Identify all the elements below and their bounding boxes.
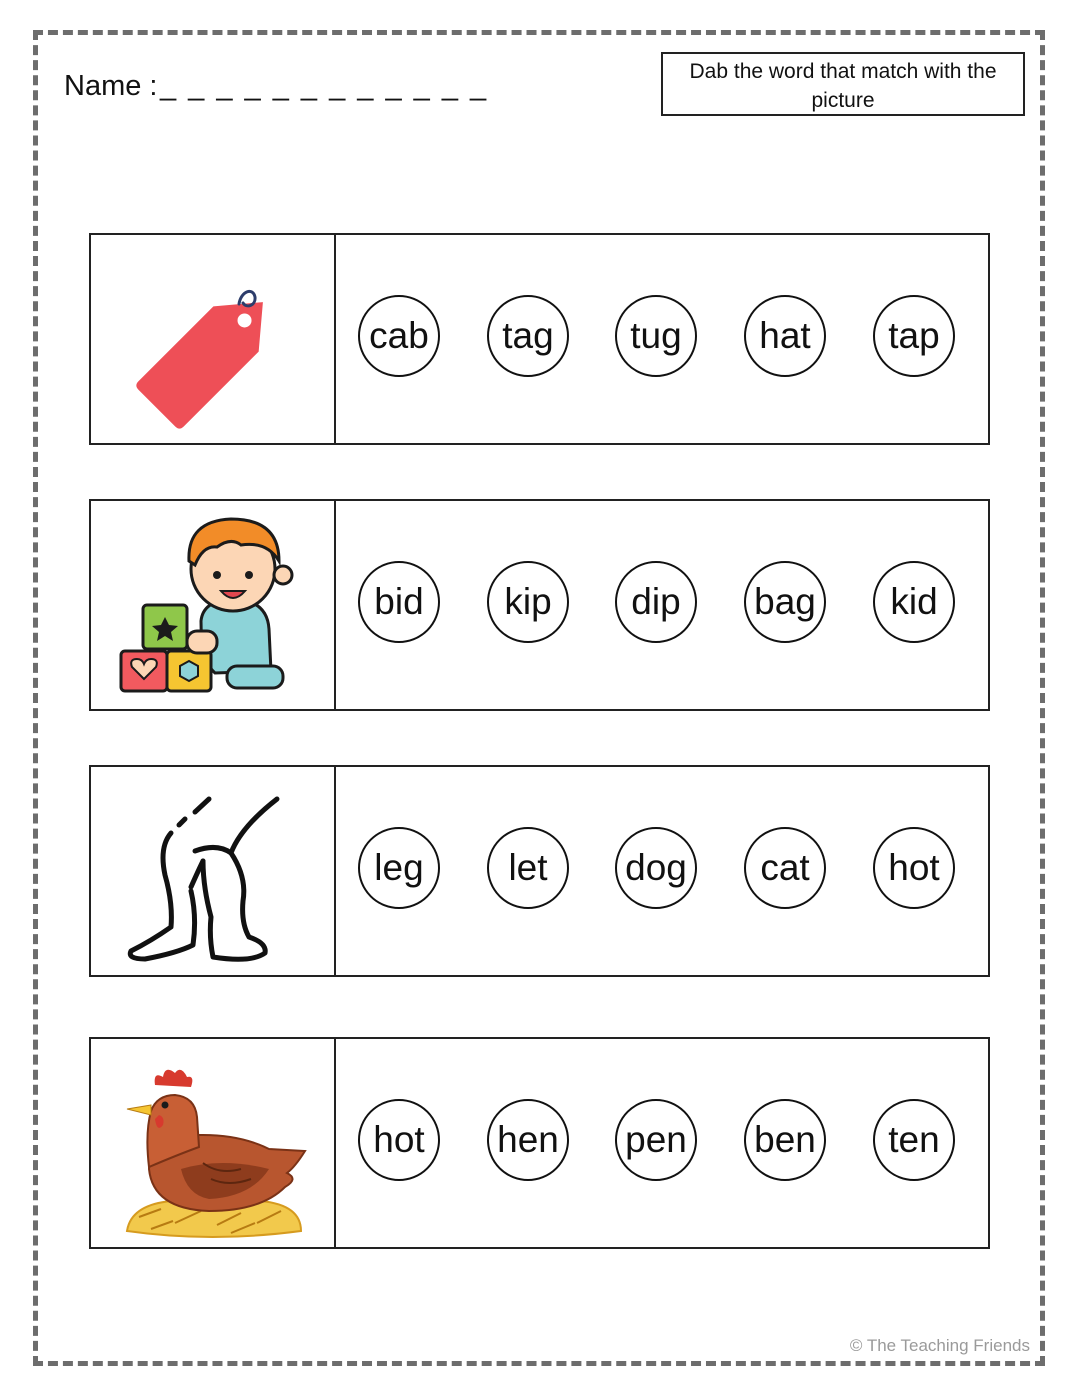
kid-icon bbox=[91, 501, 334, 709]
word-circle[interactable]: ten bbox=[873, 1099, 955, 1181]
word-circle[interactable]: hot bbox=[358, 1099, 440, 1181]
word-circle[interactable]: hot bbox=[873, 827, 955, 909]
word-circle[interactable]: dog bbox=[615, 827, 697, 909]
word-row-3 bbox=[89, 765, 990, 977]
name-blank-line[interactable]: _ _ _ _ _ _ _ _ _ _ _ _ bbox=[160, 70, 489, 102]
word-circle[interactable]: pen bbox=[615, 1099, 697, 1181]
word-circle[interactable]: hen bbox=[487, 1099, 569, 1181]
word-circle[interactable]: bid bbox=[358, 561, 440, 643]
leg-icon bbox=[91, 767, 334, 975]
word-row-1 bbox=[89, 233, 990, 445]
word-choices bbox=[336, 235, 988, 443]
word-circle[interactable]: hat bbox=[744, 295, 826, 377]
hen-icon bbox=[91, 1039, 334, 1247]
word-row-4 bbox=[89, 1037, 990, 1249]
word-choices bbox=[336, 767, 988, 975]
word-choices bbox=[336, 501, 988, 709]
word-row-2 bbox=[89, 499, 990, 711]
word-choices bbox=[336, 1039, 988, 1247]
word-circle[interactable]: dip bbox=[615, 561, 697, 643]
picture-cell bbox=[91, 501, 336, 709]
word-circle[interactable]: ben bbox=[744, 1099, 826, 1181]
word-circle[interactable]: kid bbox=[873, 561, 955, 643]
picture-cell bbox=[91, 1039, 336, 1247]
word-circle[interactable]: tug bbox=[615, 295, 697, 377]
word-circle[interactable]: tap bbox=[873, 295, 955, 377]
word-circle[interactable]: tag bbox=[487, 295, 569, 377]
word-circle[interactable]: let bbox=[487, 827, 569, 909]
word-circle[interactable]: bag bbox=[744, 561, 826, 643]
tag-icon bbox=[91, 235, 334, 443]
word-circle[interactable]: cab bbox=[358, 295, 440, 377]
instruction-text: Dab the word that match with the picture bbox=[689, 60, 997, 112]
word-circle[interactable]: cat bbox=[744, 827, 826, 909]
name-label: Name : bbox=[64, 70, 158, 102]
picture-cell bbox=[91, 235, 336, 443]
instruction-box bbox=[661, 52, 1025, 116]
copyright-notice: © The Teaching Friends bbox=[849, 1336, 1030, 1355]
word-circle[interactable]: leg bbox=[358, 827, 440, 909]
picture-cell bbox=[91, 767, 336, 975]
word-circle[interactable]: kip bbox=[487, 561, 569, 643]
